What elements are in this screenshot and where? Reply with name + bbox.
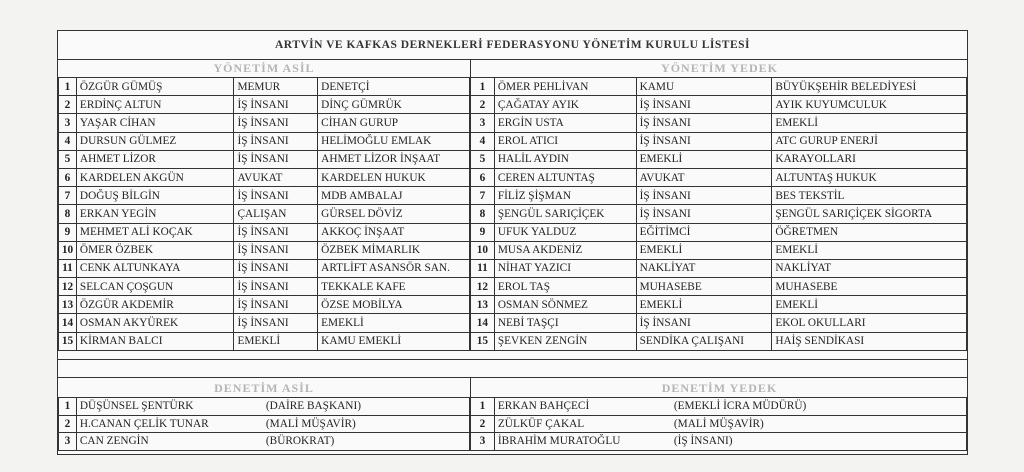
member-name: ÖMER PEHLİVAN [494,78,636,96]
row-number: 12 [471,278,495,296]
member-name: NİHAT YAZICI [494,259,636,277]
document-title: ARTVİN VE KAFKAS DERNEKLERİ FEDERASYONU YÖNETİM KURULU LİSTESİ [274,39,751,51]
member-organization: EKOL OKULLARI [772,314,967,332]
member-occupation: İŞ İNSANI [234,187,318,205]
member-name: KARDELEN AKGÜN [76,168,234,186]
member-organization: HAİŞ SENDİKASI [772,332,967,350]
member-organization: ÖĞRETMEN [772,223,967,241]
row-number: 9 [59,223,77,241]
auditor-role: (İŞ İNSANI) [673,435,733,448]
table-row [471,433,967,451]
row-number: 10 [59,241,77,259]
member-organization: BÜYÜKŞEHİR BELEDİYESİ [772,78,967,96]
table-row [59,415,470,433]
table-row [471,132,967,150]
auditor-entry [76,398,469,416]
table-row [59,296,470,314]
member-organization: EMEKLİ [772,241,967,259]
table-row [59,205,470,223]
row-number: 8 [59,205,77,223]
section-heading-denetim-asil: DENETİM ASİL [58,377,470,398]
table-row [59,314,470,332]
auditor-name: ZÜLKÜF ÇAKAL [497,417,585,430]
table-row [471,241,967,259]
member-name: FİLİZ ŞİŞMAN [494,187,636,205]
member-name: ERKAN YEGİN [76,205,234,223]
member-occupation: İŞ İNSANI [234,114,318,132]
table-row [59,187,470,205]
member-organization: EMEKLİ [318,314,470,332]
table-row [59,132,470,150]
member-name: MUSA AKDENİZ [494,241,636,259]
table-row [471,223,967,241]
row-number: 1 [59,398,77,416]
row-number: 13 [59,296,77,314]
denetim-yedek-table [470,397,967,451]
auditor-entry [494,415,966,433]
member-name: UFUK YALDUZ [494,223,636,241]
auditor-role: (DAİRE BAŞKANI) [265,400,361,413]
member-occupation: EMEKLİ [636,296,772,314]
member-name: CEREN ALTUNTAŞ [494,168,636,186]
auditor-name: H.CANAN ÇELİK TUNAR [79,417,209,430]
member-occupation: KAMU [636,78,772,96]
member-organization: ÖZBEK MİMARLIK [318,241,470,259]
auditor-entry [76,433,469,451]
member-name: ÖMER ÖZBEK [76,241,234,259]
member-occupation: İŞ İNSANI [636,114,772,132]
table-row [59,433,470,451]
auditor-name: DÜŞÜNSEL ŞENTÜRK [79,400,194,413]
member-occupation: AVUKAT [234,168,318,186]
member-occupation: MEMUR [234,78,318,96]
auditor-role: (MALİ MÜŞAVİR) [673,417,764,430]
member-organization: HELİMOĞLU EMLAK [318,132,470,150]
row-number: 11 [471,259,495,277]
member-occupation: İŞ İNSANI [234,259,318,277]
member-organization: ATC GURUP ENERJİ [772,132,967,150]
section-heading-yonetim-yedek: YÖNETİM YEDEK [470,59,968,77]
row-number: 10 [471,241,495,259]
row-number: 1 [471,398,495,416]
yonetim-yedek-table [470,77,967,351]
member-occupation: SENDİKA ÇALIŞANI [636,332,772,350]
table-row [471,314,967,332]
member-occupation: İŞ İNSANI [636,205,772,223]
table-row [59,96,470,114]
member-name: KİRMAN BALCI [76,332,234,350]
table-row [471,187,967,205]
table-row [59,78,470,96]
row-number: 8 [471,205,495,223]
auditor-name: İBRAHİM MURATOĞLU [497,435,621,448]
auditor-entry [494,433,966,451]
row-number: 1 [471,78,495,96]
row-number: 14 [471,314,495,332]
member-occupation: İŞ İNSANI [234,223,318,241]
member-occupation: EMEKLİ [234,332,318,350]
member-organization: GÜRSEL DÖVİZ [318,205,470,223]
member-name: EROL ATICI [494,132,636,150]
auditor-name: CAN ZENGİN [79,435,149,448]
member-name: OSMAN AKYÜREK [76,314,234,332]
member-name: ERGİN USTA [494,114,636,132]
member-occupation: İŞ İNSANI [234,132,318,150]
row-number: 9 [471,223,495,241]
table-row [59,241,470,259]
member-organization: AYIK KUYUMCULUK [772,96,967,114]
row-number: 15 [59,332,77,350]
row-number: 13 [471,296,495,314]
member-occupation: İŞ İNSANI [234,96,318,114]
member-name: ÖZGÜR GÜMÜŞ [76,78,234,96]
member-name: AHMET LİZOR [76,150,234,168]
member-organization: ARTLİFT ASANSÖR SAN. [318,259,470,277]
member-name: ÇAĞATAY AYIK [494,96,636,114]
row-number: 2 [471,96,495,114]
table-row [59,332,470,350]
table-row [471,114,967,132]
member-occupation: AVUKAT [636,168,772,186]
document-page [57,30,968,455]
member-occupation: İŞ İNSANI [636,132,772,150]
member-name: ŞENGÜL SARIÇİÇEK [494,205,636,223]
member-organization: TEKKALE KAFE [318,278,470,296]
table-row [471,259,967,277]
member-organization: CİHAN GURUP [318,114,470,132]
member-name: YAŞAR CİHAN [76,114,234,132]
row-number: 2 [59,415,77,433]
member-organization: EMEKLİ [772,114,967,132]
row-number: 2 [59,96,77,114]
member-occupation: İŞ İNSANI [234,314,318,332]
member-organization: NAKLİYAT [772,259,967,277]
member-name: MEHMET ALİ KOÇAK [76,223,234,241]
table-row [471,398,967,416]
member-organization: DENETÇİ [318,78,470,96]
member-name: OSMAN SÖNMEZ [494,296,636,314]
row-number: 4 [471,132,495,150]
table-row [59,259,470,277]
member-organization: ALTUNTAŞ HUKUK [772,168,967,186]
member-occupation: MUHASEBE [636,278,772,296]
member-occupation: EĞİTİMCİ [636,223,772,241]
auditor-role: (MALİ MÜŞAVİR) [265,417,356,430]
table-row [471,168,967,186]
denetim-asil-table [58,397,470,451]
table-row [59,168,470,186]
member-occupation: İŞ İNSANI [636,96,772,114]
member-organization: AKKOÇ İNŞAAT [318,223,470,241]
table-row [471,296,967,314]
auditor-name: ERKAN BAHÇECİ [497,400,590,413]
row-number: 5 [471,150,495,168]
row-number: 14 [59,314,77,332]
auditor-entry [494,398,966,416]
member-occupation: EMEKLİ [636,241,772,259]
yonetim-asil-table [58,77,470,351]
member-organization: DİNÇ GÜMRÜK [318,96,470,114]
member-organization: KARAYOLLARI [772,150,967,168]
row-number: 3 [471,433,495,451]
row-number: 3 [59,114,77,132]
row-number: 15 [471,332,495,350]
row-number: 12 [59,278,77,296]
member-organization: BES TEKSTİL [772,187,967,205]
row-number: 6 [59,168,77,186]
member-occupation: İŞ İNSANI [234,150,318,168]
table-row [471,78,967,96]
table-row [471,278,967,296]
auditor-entry [76,415,469,433]
member-occupation: EMEKLİ [636,150,772,168]
member-name: SELCAN ÇOŞGUN [76,278,234,296]
member-organization: EMEKLİ [772,296,967,314]
row-number: 3 [471,114,495,132]
table-row [471,205,967,223]
member-organization: ŞENGÜL SARIÇİÇEK SİGORTA [772,205,967,223]
member-organization: ÖZSE MOBİLYA [318,296,470,314]
member-name: CENK ALTUNKAYA [76,259,234,277]
member-name: DOĞUŞ BİLGİN [76,187,234,205]
auditor-role: (BÜROKRAT) [265,435,335,448]
member-name: EROL TAŞ [494,278,636,296]
member-name: ÖZGÜR AKDEMİR [76,296,234,314]
row-number: 2 [471,415,495,433]
member-name: ŞEVKEN ZENGİN [494,332,636,350]
row-number: 11 [59,259,77,277]
table-row [59,223,470,241]
member-occupation: İŞ İNSANI [234,241,318,259]
row-number: 4 [59,132,77,150]
section-heading-yonetim-asil: YÖNETİM ASİL [58,59,470,77]
section-heading-denetim-yedek: DENETİM YEDEK [470,377,968,398]
auditor-role: (EMEKLİ İCRA MÜDÜRÜ) [673,400,807,413]
member-occupation: İŞ İNSANI [234,278,318,296]
member-occupation: İŞ İNSANI [636,314,772,332]
member-name: NEBİ TAŞÇI [494,314,636,332]
member-name: ERDİNÇ ALTUN [76,96,234,114]
table-row [471,150,967,168]
member-name: DURSUN GÜLMEZ [76,132,234,150]
member-occupation: NAKLİYAT [636,259,772,277]
table-row [59,114,470,132]
member-organization: MUHASEBE [772,278,967,296]
row-number: 1 [59,78,77,96]
member-occupation: İŞ İNSANI [636,187,772,205]
member-organization: MDB AMBALAJ [318,187,470,205]
member-organization: AHMET LİZOR İNŞAAT [318,150,470,168]
table-row [59,398,470,416]
row-number: 3 [59,433,77,451]
member-organization: KAMU EMEKLİ [318,332,470,350]
table-row [471,96,967,114]
member-name: HALİL AYDIN [494,150,636,168]
row-number: 7 [471,187,495,205]
table-row [59,150,470,168]
section-divider [58,359,967,378]
table-row [471,332,967,350]
table-row [471,415,967,433]
table-row [59,278,470,296]
row-number: 6 [471,168,495,186]
member-organization: KARDELEN HUKUK [318,168,470,186]
row-number: 5 [59,150,77,168]
member-occupation: İŞ İNSANI [234,296,318,314]
member-occupation: ÇALIŞAN [234,205,318,223]
row-number: 7 [59,187,77,205]
